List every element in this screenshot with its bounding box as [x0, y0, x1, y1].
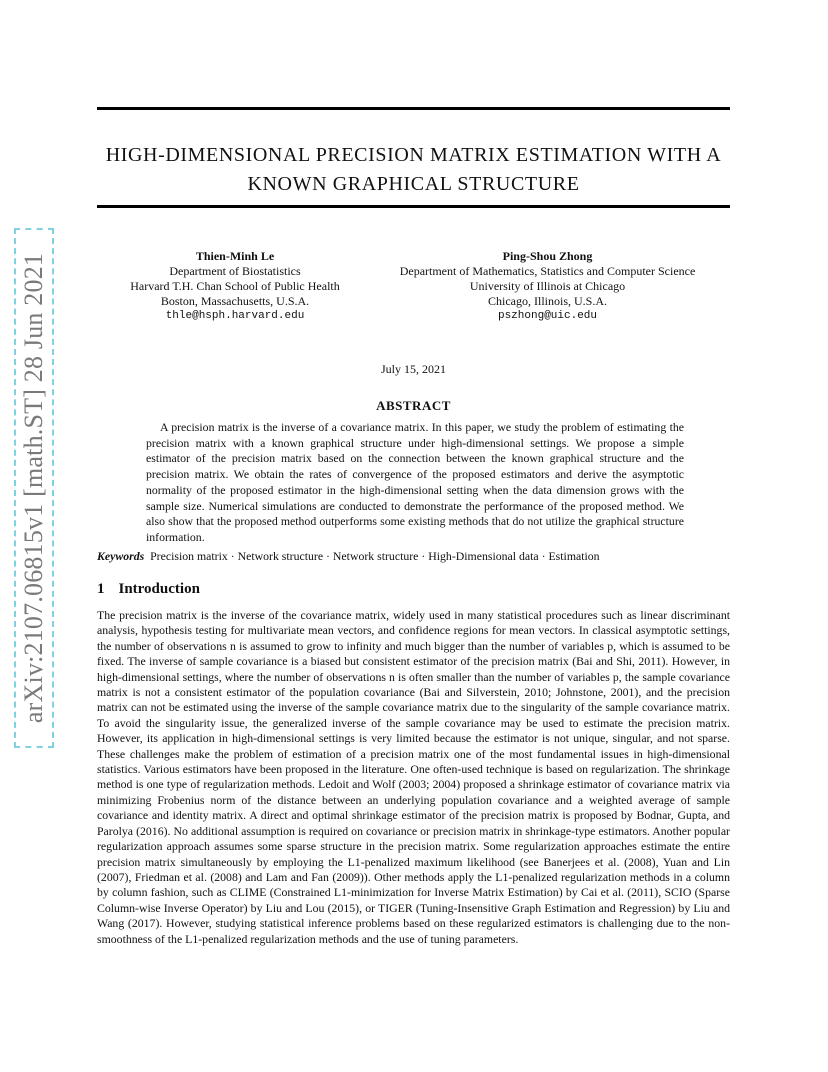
author-location: Chicago, Illinois, U.S.A. — [488, 294, 607, 308]
arxiv-identifier: arXiv:2107.06815v1 [math.ST] 28 Jun 2021 — [19, 252, 48, 724]
author-block-2 — [375, 249, 720, 324]
paper-title: HIGH-DIMENSIONAL PRECISION MATRIX ESTIMATION WITH A KNOWN GRAPHICAL STRUCTURE — [105, 144, 722, 196]
author-email: pszhong@uic.edu — [497, 310, 598, 322]
author-department: Department of Mathematics, Statistics and Computer Science — [399, 264, 696, 278]
author-name: Thien-Minh Le — [195, 249, 275, 263]
author-block-1 — [110, 249, 360, 324]
arxiv-stamp — [14, 228, 54, 748]
author-department: Department of Biostatistics — [169, 264, 301, 278]
keywords-list: Precision matrix · Network structure · Network structure · High-Dimensional data · Estimation — [150, 549, 600, 563]
section-title: Introduction — [118, 581, 200, 597]
author-institution: Harvard T.H. Chan School of Public Health — [130, 279, 340, 293]
paper-date: July 15, 2021 — [380, 362, 446, 376]
abstract-text: A precision matrix is the inverse of a covariance matrix. In this paper, we study the problem of estimating the precision matrix with a known graphical structure under high-dimensional settings. We propose a simple estimator of the precision matrix based on the connection between the known graphical structure and the precision matrix. We obtain the rates of convergence of the proposed estimators and derive the asymptotic normality of the proposed estimator in the high-dimensional setting when the data dimension grows with the sample size. Numerical simulations are conducted to demonstrate the performance of the proposed method. We also show that the proposed method outperforms some existing methods that do not utilize the graphical structure information. — [146, 420, 684, 544]
author-email: thle@hsph.harvard.edu — [165, 310, 305, 322]
keywords — [97, 549, 730, 564]
abstract-heading: ABSTRACT — [376, 398, 451, 413]
title-rule-bottom — [97, 205, 730, 208]
author-location: Boston, Massachusetts, U.S.A. — [160, 294, 310, 308]
keywords-label: Keywords — [97, 549, 145, 563]
author-name: Ping-Shou Zhong — [502, 249, 593, 263]
section-number: 1 — [97, 581, 105, 597]
section-heading — [97, 581, 200, 598]
title-rule-top — [97, 107, 730, 110]
author-institution: University of Illinois at Chicago — [469, 279, 626, 293]
introduction-text: The precision matrix is the inverse of the covariance matrix, widely used in many statistical procedures such as linear discriminant analysis, hypothesis testing for multivariate mean vectors, and confidence regions for mean vectors. In classical asymptotic settings, the number of observations n is assumed to grow to infinity and much bigger than the number of variables p, which is assumed to be fixed. The inverse of sample covariance is a biased but consistent estimator of the precision matrix (Bai and Shi, 2011). However, in high-dimensional settings, where the number of observations n is often smaller than the number of variables p, the sample covariance matrix is not a consistent estimator of the population covariance (Bai and Silverstein, 2010; Johnstone, 2001), and the precision matrix can not be estimated using the inverse of the sample covariance matrix due to the singularity of the sample covariance matrix. To avoid the singularity issue, the generalized inverse of the sample covariance may be used to estimate the precision matrix. However, its application in high-dimensional settings is very limited because the estimator is not unique, singular, and not sparse. These challenges make the problem of estimation of a precision matrix one of the most fundamental issues in high-dimensional statistics. Various estimators have been proposed in the literature. One often-used technique is based on regularization. The shrinkage method is one type of regularization methods. Ledoit and Wolf (2003; 2004) proposed a shrinkage estimator of covariance matrix via minimizing Frobenius norm of the distance between an underlying population covariance and a weighted average of sample covariance and identity matrix. A direct and optimal shrinkage estimator of the precision matrix is proposed by Bodnar, Gupta, and Parolya (2016). No additional assumption is required on covariance or precision matrix in shrinkage-type estimators. Another popular regularization approach assumes some sparse structure in the precision matrix. Some regularization approaches estimate the entire precision matrix simultaneously by employing the L1-penalized maximum likelihood (see Banerjees et al. (2008), Yuan and Lin (2007), Friedman et al. (2008) and Lam and Fan (2009)). Other methods apply the L1-penalized regularization methods in a column by column fashion, such as CLIME (Constrained L1-minimization for Inverse Matrix Estimation) by Cai et al. (2011), SCIO (Sparse Column-wise Inverse Operator) by Liu and Lou (2015), or TIGER (Tuning-Insensitive Graph Estimation and Regression) by Liu and Wang (2017). However, studying statistical inference problems based on these regularized estimators is challenging due to the non-smoothness of the L1-penalized regularization methods and the use of tuning parameters. — [97, 608, 730, 946]
